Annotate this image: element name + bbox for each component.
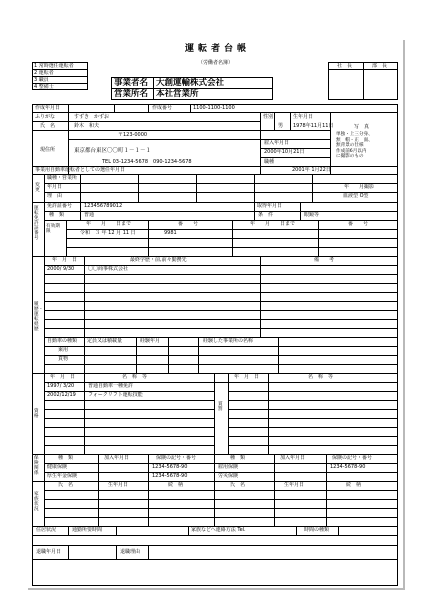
form-subtitle: （労働者名簿）: [198, 60, 234, 66]
change-row-3: 理 由: [47, 193, 63, 199]
ins-left-1-no: 1234-5678-90: [152, 464, 188, 470]
ins-col-type-1: 種 類: [58, 455, 74, 461]
contact-label: 家族などへ連絡方法 Tel.: [191, 527, 246, 533]
license-col-no-1: 番 号: [178, 221, 199, 227]
hours-type-label: 時間の種類: [304, 527, 330, 533]
ins-right-2-type: 労災保険: [218, 473, 239, 479]
photo-note-2: 無 帽・正 面、: [336, 137, 373, 143]
fam-col-name-2: 氏 名: [230, 482, 246, 488]
family-section: 家族状況: [34, 492, 39, 512]
history-col-school: 最終学歴・前,前々勤務先: [130, 257, 187, 263]
job-label: 職種: [264, 159, 275, 165]
created-label: 作成年月日: [35, 105, 61, 111]
history-section: 履歴・運転経歴: [34, 302, 44, 332]
address-value: 東京都台東区〇〇町１－１－１: [74, 148, 152, 154]
photo-note-4: 作成前6月以内: [336, 148, 367, 154]
license-number-label: 免許証番号: [47, 203, 73, 209]
qual-col-date: 年 月 日: [50, 374, 76, 380]
license-col-no-2: 番 号: [348, 221, 369, 227]
fam-col-rel-1: 続 柄: [168, 482, 184, 488]
award-col-date: 年 月 日: [234, 374, 260, 380]
qualification-section: 資格: [34, 409, 39, 419]
sex-label: 性別: [263, 114, 274, 120]
office-value: 本社営業所: [156, 89, 199, 99]
qual-row-1-name: 普通自動車一種免許: [88, 383, 134, 389]
license-number-value: 123456789012: [84, 203, 123, 209]
driver-ledger-form: [28, 40, 405, 590]
qual-col-name: 名 称 等: [122, 374, 148, 380]
fam-col-birth-2: 生年月日: [284, 482, 305, 488]
commute-label: 通勤所要時間: [72, 527, 103, 533]
select-value: 2001年 1月22日: [292, 167, 331, 173]
tel-value: TEL 03-1234-5678 090-1234-5678: [102, 159, 192, 165]
license-row-no: 9981: [164, 230, 177, 236]
vehicle-type-label: 自動車の種類: [47, 338, 78, 344]
ins-col-date-1: 加入年月日: [104, 455, 130, 461]
category-3: 3 職員: [34, 77, 49, 83]
change-row-1: 職種・営業所: [47, 175, 78, 181]
ins-col-no-2: 保険の記号・番号: [332, 455, 373, 461]
name-value: 鈴木 和夫: [74, 123, 100, 129]
zip-value: 〒123-0000: [118, 132, 148, 138]
hire-value: 2000年10月21日: [264, 149, 305, 155]
qual-row-1-date: 1997/ 3/20: [47, 383, 75, 389]
housing-label: 住居状況: [36, 527, 57, 533]
qual-row-2-name: フォークリフト運転技能: [88, 392, 143, 398]
license-cond-label: 条 件: [258, 212, 274, 218]
office-label: 営業所名: [114, 89, 149, 99]
change-section: 変更: [35, 183, 40, 193]
ins-left-1-type: 健康保険: [47, 464, 68, 470]
vehicle-row-1: 乗用: [58, 347, 69, 353]
experience-years-label: 経験年月: [140, 338, 161, 344]
select-label: 事業用自動車運転者としての選任年月日: [35, 167, 126, 173]
license-type-label: 種 類: [49, 212, 65, 218]
name-label: 氏 名: [40, 123, 56, 129]
qual-row-2-date: 2002/12/19: [47, 392, 76, 398]
history-row-date: 2000/ 9/30: [47, 266, 75, 272]
main-table: [32, 104, 398, 586]
award-section: 賞罰: [218, 402, 223, 412]
history-col-note: 備 考: [314, 257, 335, 263]
furigana-label: ふりがな: [35, 114, 56, 120]
history-col-date: 年 月 日: [52, 257, 78, 263]
birth-label: 生年月日: [293, 114, 314, 120]
company-value: 大創運輸株式会社: [156, 78, 225, 88]
ins-right-1-no: 1234-5678-90: [330, 464, 366, 470]
number-value: 1100-1100-1100: [193, 105, 235, 111]
ins-col-no-1: 保険の記号・番号: [156, 455, 197, 461]
sex-value: 男: [278, 123, 284, 129]
photo-note-1: 単独・上三分身、: [336, 132, 373, 137]
category-1: 1 常時選任運転者: [34, 63, 74, 69]
form-title: 運転者台帳: [185, 44, 251, 54]
company-label: 事業者名: [114, 78, 149, 88]
photo-note-5: に撮影のもの: [336, 154, 364, 159]
license-cond-value: 眼鏡等: [304, 212, 320, 218]
ins-left-2-no: 1234-5678-90: [152, 473, 188, 479]
blood-type-label: 血液型 O型: [343, 193, 369, 199]
insurance-section: 保険関係: [34, 456, 39, 476]
fam-col-name-1: 氏 名: [58, 482, 74, 488]
change-row-2: 年月日: [47, 184, 63, 190]
number-label: 作成番号: [152, 105, 173, 111]
license-section: 運転免許証番号: [34, 206, 39, 241]
fam-col-birth-1: 生年月日: [108, 482, 129, 488]
retire-reason-label: 退職理由: [120, 549, 141, 555]
license-row-date: 令和 ３ 年 12 月 11 日: [80, 230, 136, 236]
approval-manager: 部 長: [372, 63, 388, 69]
photo-date-label: 年 月撮影: [344, 184, 375, 190]
ins-col-type-2: 種 類: [230, 455, 246, 461]
ins-col-date-2: 加入年月日: [280, 455, 306, 461]
award-col-name: 名 称 等: [308, 374, 334, 380]
fam-col-rel-2: 続 柄: [346, 482, 362, 488]
photo-note-3: 無背景の仕様: [336, 143, 364, 148]
license-col-ymd-2: 年 月 日まで: [250, 221, 296, 227]
capacity-label: 定員又は積載量: [87, 338, 123, 344]
retire-date-label: 退職年月日: [36, 549, 62, 555]
ins-left-2-type: 厚生年金保険: [47, 473, 78, 479]
experience-office-label: 経験した事業所の名称: [203, 338, 254, 344]
license-validity: 有効期限: [46, 224, 60, 234]
ins-right-1-type: 雇用保険: [218, 464, 239, 470]
history-row-school: 〇〇商事株式会社: [88, 266, 129, 272]
furigana-value: すずき かずお: [74, 114, 110, 120]
license-acquired-label: 取得年月日: [257, 203, 283, 209]
address-label: 現住所: [40, 147, 56, 153]
birth-value: 1978年11月11日: [293, 123, 334, 129]
license-col-ymd-1: 年 月 日まで: [86, 221, 132, 227]
photo-area: [330, 122, 398, 166]
approval-president: 社 長: [337, 63, 353, 69]
photo-label: 写 真: [354, 124, 370, 130]
hire-label: 雇入年月日: [264, 140, 290, 146]
category-2: 2 運転者: [34, 70, 54, 76]
license-type-value: 普通: [84, 212, 95, 218]
vehicle-row-2: 貨物: [58, 356, 69, 362]
category-4: 4 整備士: [34, 84, 54, 90]
